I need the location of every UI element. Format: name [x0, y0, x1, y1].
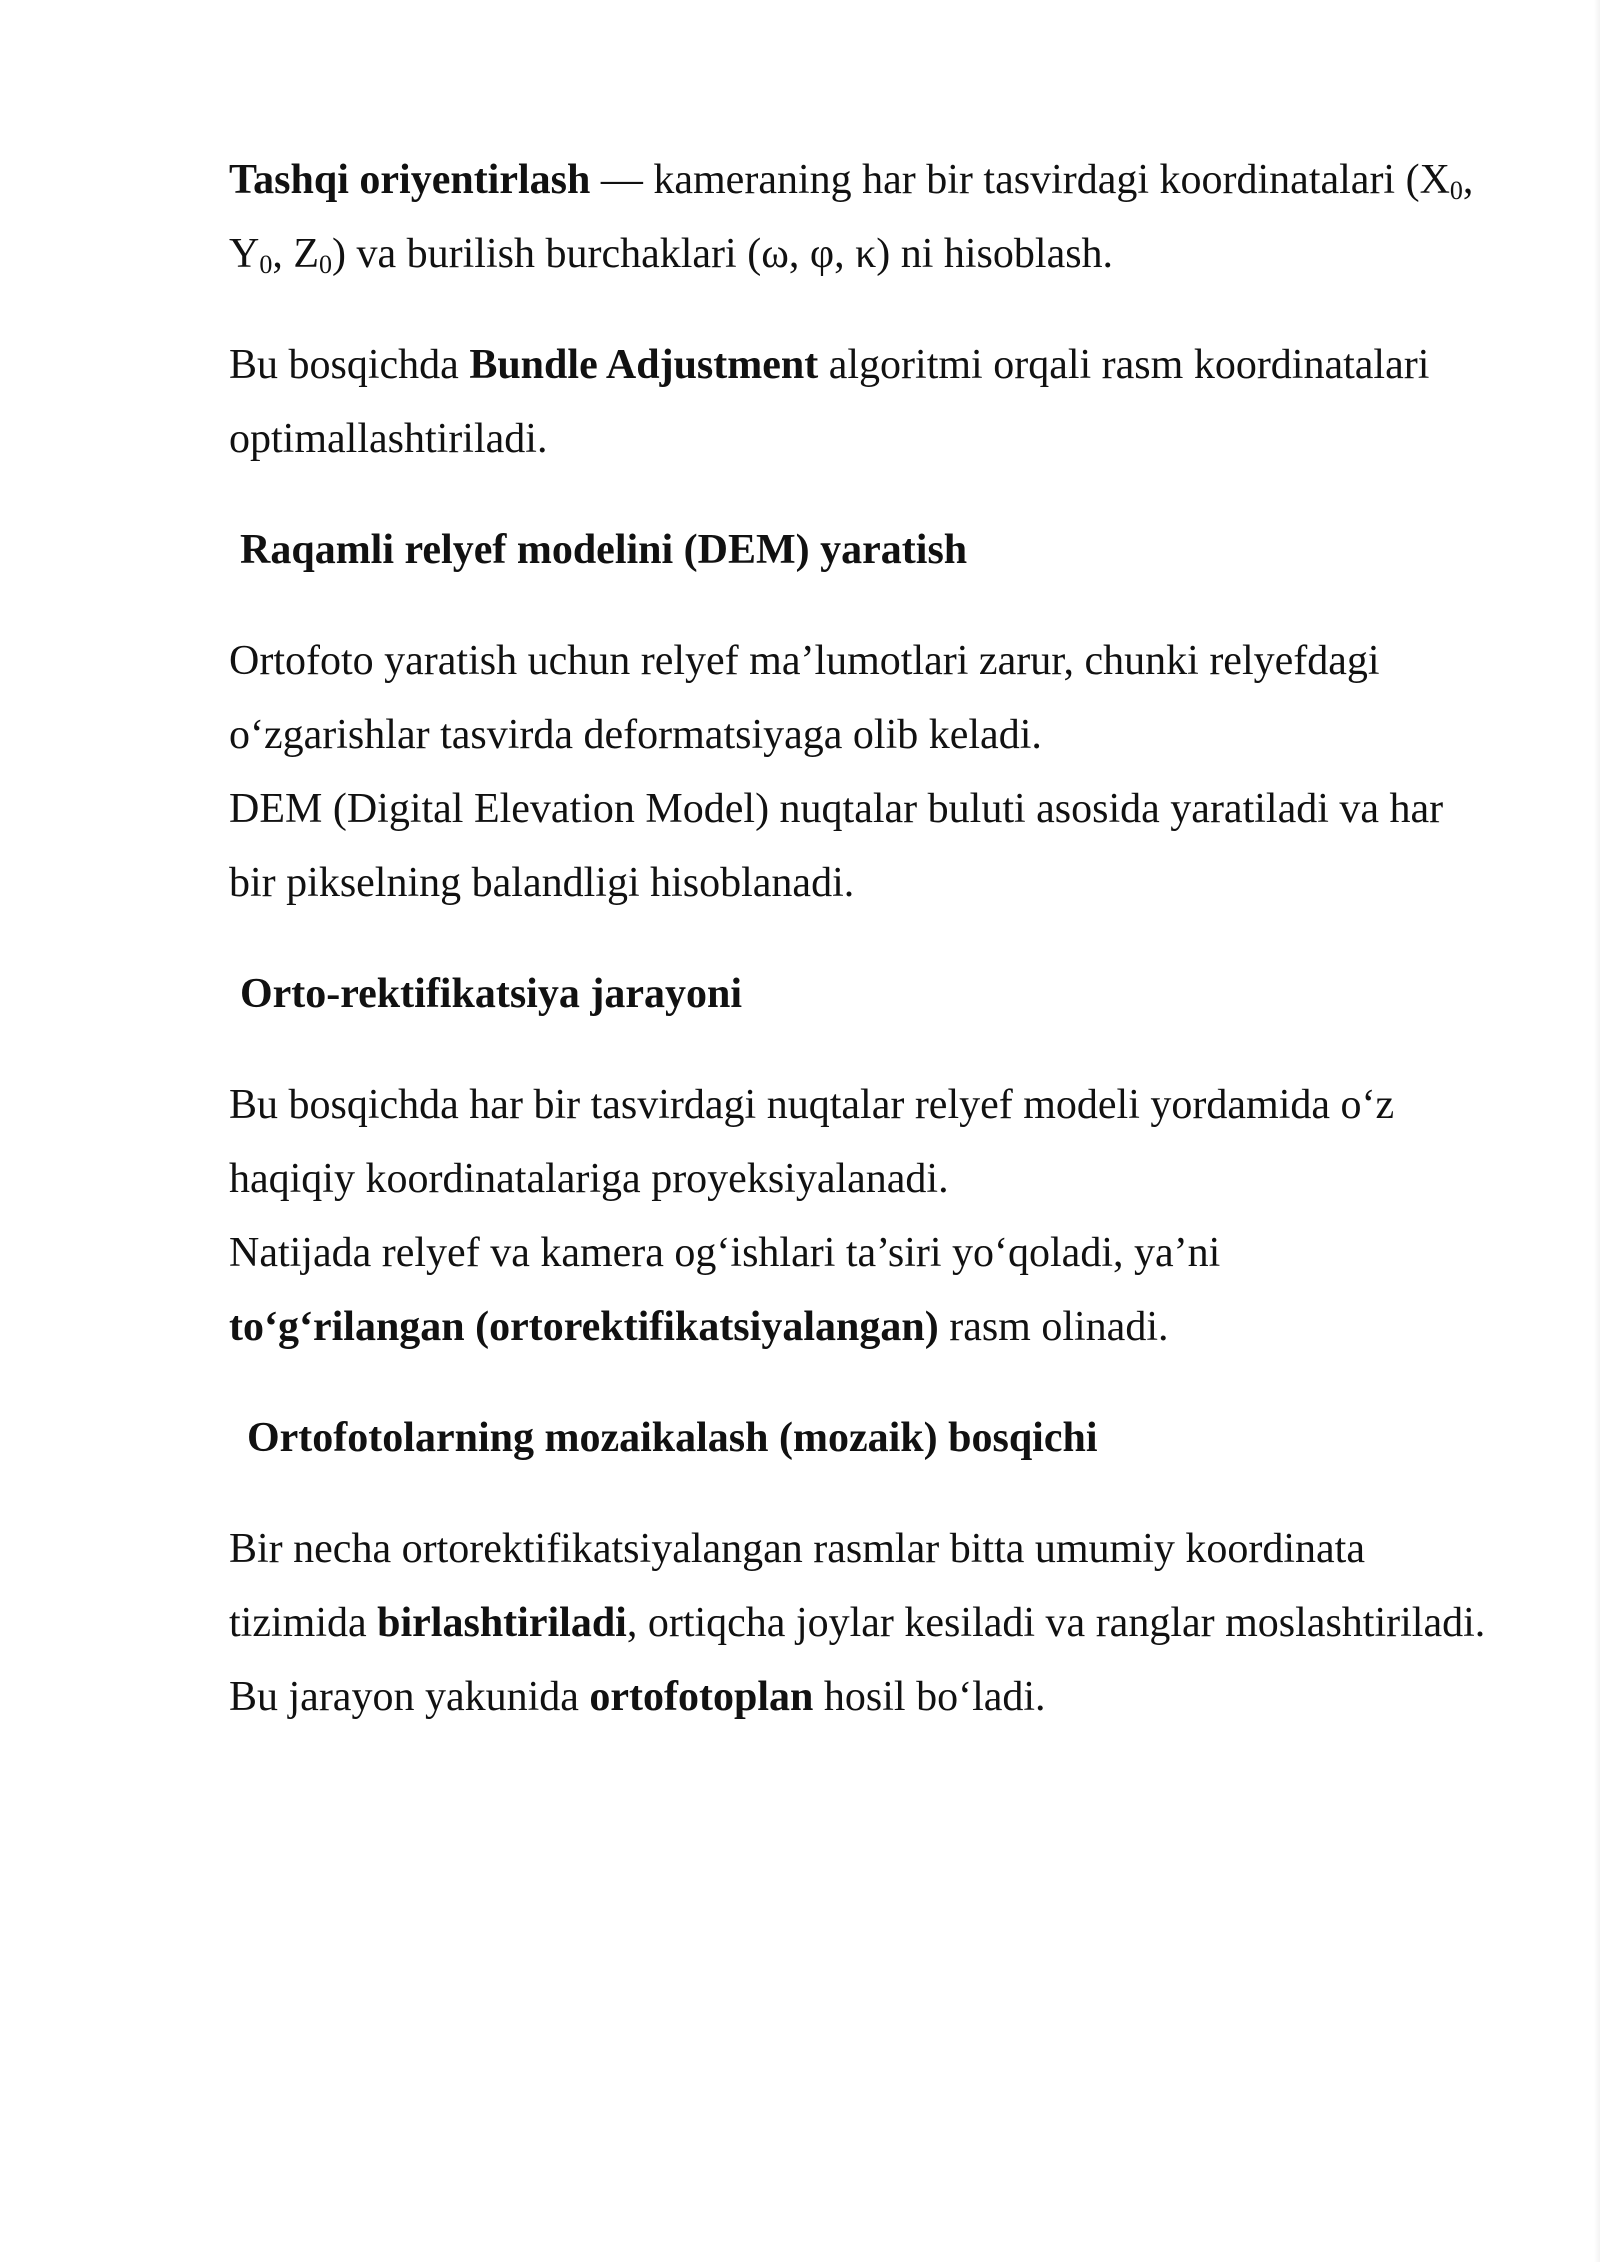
mosaic-heading: Ortofotolarning mozaikalash (mozaik) bosqichi [247, 1415, 1098, 1461]
rectified-after: rasm olinadi. [938, 1304, 1169, 1350]
exterior-orientation-text: — kameraning har bir tasvirdagi koordinatalari (X [590, 157, 1450, 203]
y-separator: , Y [229, 157, 1474, 277]
dem-heading: Raqamli relyef modelini (DEM) yaratish [240, 527, 968, 573]
page-edge-shadow [1594, 0, 1600, 2262]
bundle-adjustment-term: Bundle Adjustment [469, 342, 819, 388]
mosaic-p2-after: hosil bo‘ladi. [813, 1674, 1046, 1720]
dem-paragraph-2: DEM (Digital Elevation Model) nuqtalar buluti asosida yaratiladi va har bir pikselning balandligi hisoblanadi. [229, 786, 1444, 906]
ortho-paragraph-2-line: Natijada relyef va kamera og‘ishlari ta’siri yo‘qoladi, ya’ni [229, 1230, 1221, 1276]
bundle-adjustment-before: Bu bosqichda [229, 342, 470, 388]
z-subscript: 0 [319, 250, 332, 279]
mosaic-paragraph-1 [229, 1512, 1489, 1660]
dem-paragraph-1: Ortofoto yaratish uchun relyef ma’lumotlari zarur, chunki relyefdagi o‘zgarishlar tasvirda deformatsiyaga olib keladi. [229, 638, 1380, 758]
mosaic-p2-before: Bu jarayon yakunida [229, 1674, 590, 1720]
bundle-adjustment-paragraph [229, 328, 1489, 476]
mosaic-p1-after: , ortiqcha joylar kesiladi va ranglar moslashtiriladi. [626, 1600, 1486, 1646]
z-separator: , Z [272, 231, 319, 277]
exterior-orientation-paragraph [229, 143, 1489, 291]
bundle-adjustment-after: algoritmi orqali rasm koordinatalari optimallashtiriladi. [229, 342, 1430, 462]
x-subscript: 0 [1449, 176, 1463, 205]
rotation-angles-text: ) va burilish burchaklari (ω, φ, κ) ni hisoblash. [332, 231, 1114, 277]
y-subscript: 0 [259, 250, 273, 279]
exterior-orientation-term: Tashqi oriyentirlash [229, 157, 591, 203]
ortho-paragraph-1: Bu bosqichda har bir tasvirdagi nuqtalar relyef modeli yordamida o‘z haqiqiy koordinatalariga proyeksiyalanadi. [229, 1082, 1395, 1202]
ortho-paragraph-2-result [229, 1290, 1489, 1364]
document-body [229, 143, 1489, 1771]
merged-term: birlashtiriladi [377, 1600, 627, 1646]
ortho-rectification-heading: Orto-rektifikatsiya jarayoni [240, 971, 742, 1017]
mosaic-p1-before: Bir necha ortorektifikatsiyalangan rasmlar bitta umumiy koordinata tizimida [229, 1526, 1365, 1646]
mosaic-paragraph-2 [229, 1660, 1489, 1734]
orthophotoplan-term: ortofotoplan [589, 1674, 814, 1720]
rectified-term: to‘g‘rilangan (ortorektifikatsiyalangan) [229, 1304, 939, 1350]
